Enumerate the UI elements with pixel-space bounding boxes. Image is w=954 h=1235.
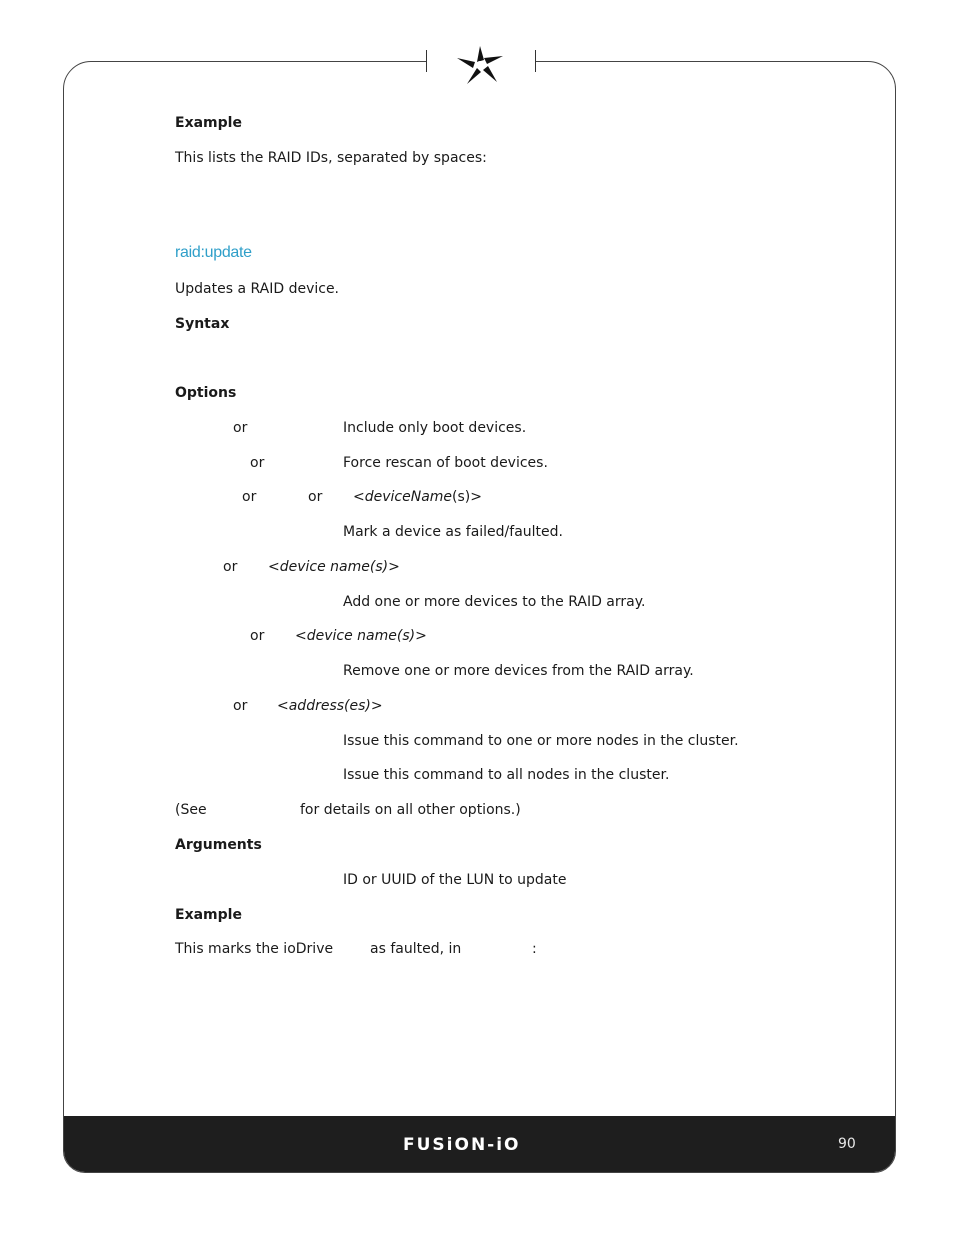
syntax-heading: Syntax	[175, 316, 230, 332]
header-divider-right	[535, 50, 536, 72]
example-2-text-c: :	[532, 941, 537, 957]
option-add-desc: Add one or more devices to the RAID array.	[343, 594, 646, 610]
option-rescan-or: or	[250, 455, 265, 471]
header-divider-left	[426, 50, 427, 72]
example-heading: Example	[175, 115, 242, 131]
option-node-arg: <address(es)>	[277, 698, 383, 714]
option-fail-arg-name: deviceName	[364, 489, 453, 505]
see-note-end: for details on all other options.)	[300, 802, 521, 818]
example-description: This lists the RAID IDs, separated by spaces:	[175, 150, 487, 166]
option-fail-arg	[353, 488, 482, 506]
option-fail-or-2: or	[308, 489, 323, 505]
option-fail-desc: Mark a device as failed/faulted.	[343, 524, 563, 540]
footer-brand-logo: FUSiON-iO	[403, 1135, 521, 1155]
options-heading: Options	[175, 385, 237, 401]
option-add-or: or	[223, 559, 238, 575]
option-boot-desc: Include only boot devices.	[343, 420, 527, 436]
option-boot-or: or	[233, 420, 248, 436]
page-frame	[63, 61, 896, 1173]
example-2-text-b: as faulted, in	[370, 941, 462, 957]
command-description: Updates a RAID device.	[175, 281, 340, 297]
option-fail-or-1: or	[242, 489, 257, 505]
option-fail-arg-open: <	[353, 489, 365, 505]
example-2-heading: Example	[175, 907, 242, 923]
page-number: 90	[838, 1136, 856, 1152]
arguments-heading: Arguments	[175, 837, 262, 853]
option-add-arg: <device name(s)>	[268, 559, 400, 575]
example-2-text-a: This marks the ioDrive	[175, 941, 334, 957]
command-heading: raid:update	[175, 244, 252, 261]
see-note-start: (See	[175, 802, 207, 818]
option-rescan-desc: Force rescan of boot devices.	[343, 455, 548, 471]
option-remove-desc: Remove one or more devices from the RAID array.	[343, 663, 694, 679]
fusion-io-star-logo-icon	[453, 42, 507, 86]
option-remove-arg: <device name(s)>	[295, 628, 427, 644]
argument-lun-desc: ID or UUID of the LUN to update	[343, 872, 567, 888]
option-node-or: or	[233, 698, 248, 714]
option-node-desc: Issue this command to one or more nodes in the cluster.	[343, 733, 739, 749]
option-all-desc: Issue this command to all nodes in the cluster.	[343, 767, 670, 783]
option-remove-or: or	[250, 628, 265, 644]
option-fail-arg-close: (s)>	[452, 489, 482, 505]
